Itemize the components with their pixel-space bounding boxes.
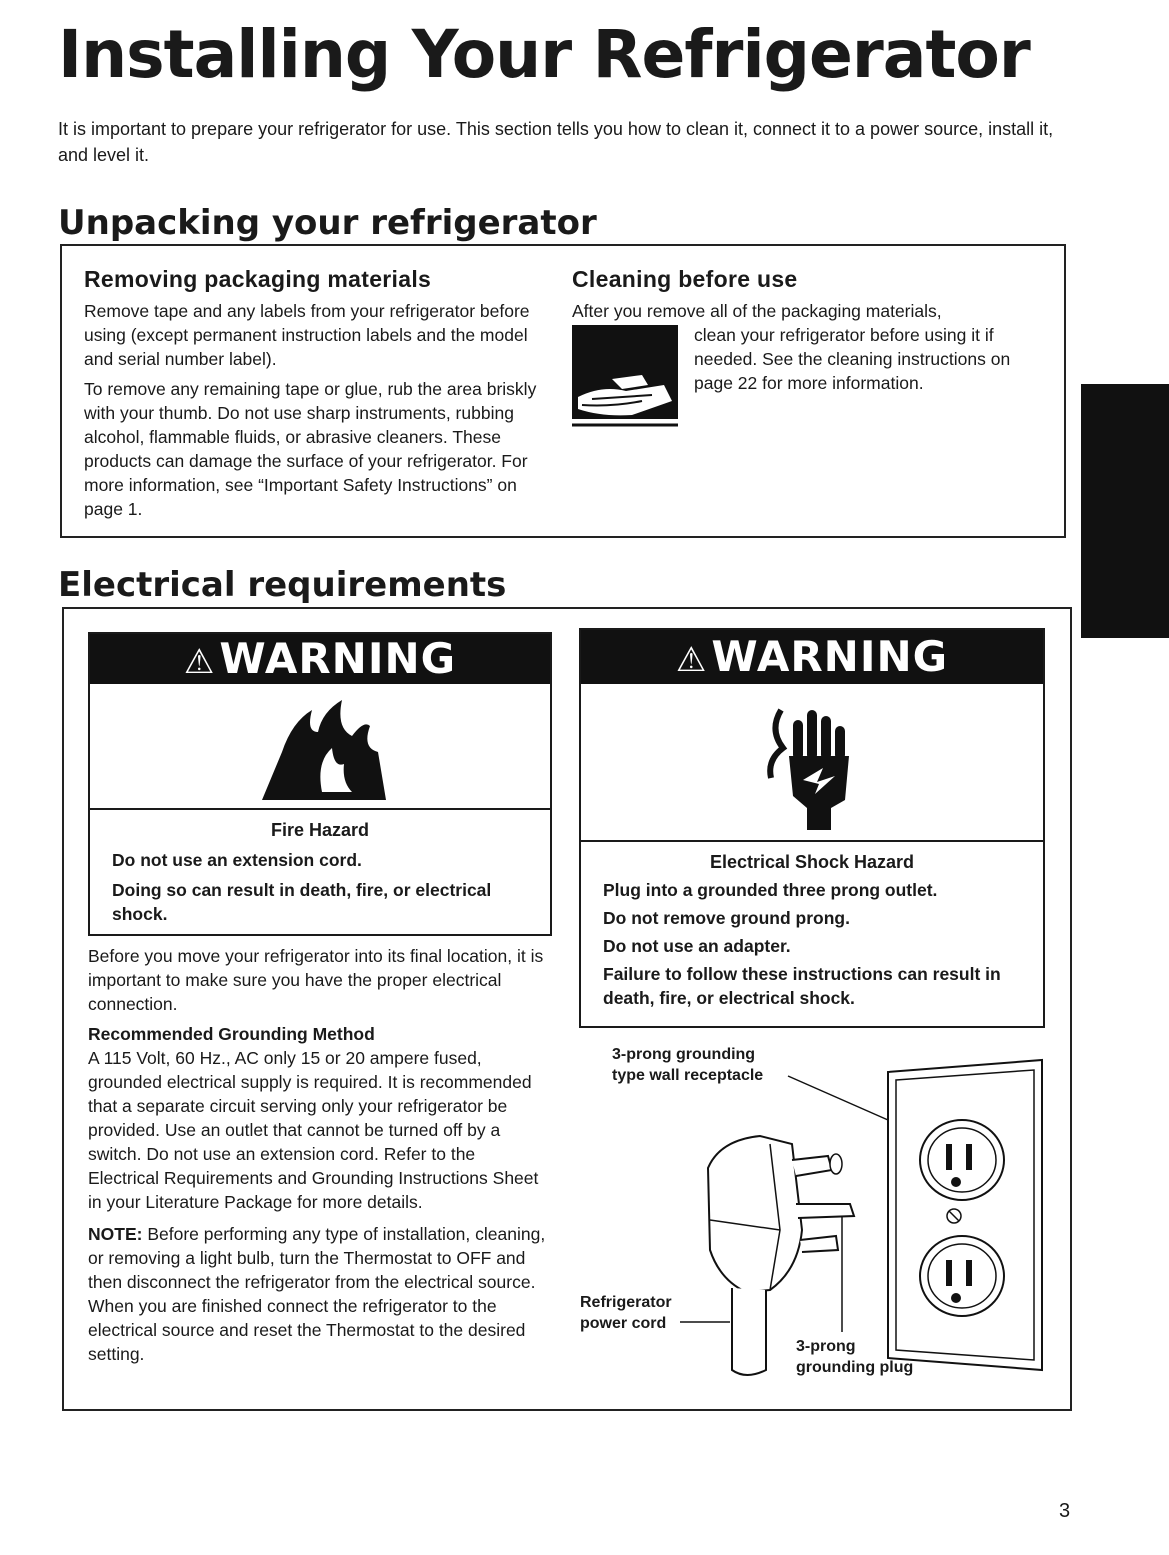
removing-paragraph-1: Remove tape and any labels from your refrigerator before using (except permanent instruction labels and the model and serial number label).	[84, 301, 530, 369]
section-tab-marker	[1081, 384, 1169, 638]
shock-warning-header: ⚠WARNING	[581, 630, 1043, 684]
outlet-diagram	[570, 1040, 1060, 1400]
before-move-paragraph: Before you move your refrigerator into its final location, it is important to make sure you have the proper electrical connection.	[88, 946, 544, 1014]
grounding-plug-label: 3-prong grounding plug	[796, 1338, 914, 1376]
unpacking-box	[60, 244, 1066, 538]
receptacle-label: 3-prong grounding type wall receptacle	[612, 1046, 764, 1084]
note-label: NOTE:	[88, 1224, 143, 1244]
fire-hazard-title: Fire Hazard	[270, 820, 370, 840]
cleaning-column	[572, 266, 1042, 433]
removing-paragraph-2: To remove any remaining tape or glue, rub the area briskly with your thumb. Do not use sharp instruments, rubbing alcohol, flammable fluids, or abrasive cleaners. These products can damage the surface of your refrigerator. For more information, see “Important Safety Instructions” on page 1.	[84, 379, 537, 519]
page-title: Installing Your Refrigerator	[58, 16, 1030, 93]
grounding-method-paragraph: A 115 Volt, 60 Hz., AC only 15 or 20 ampere fused, grounded electrical supply is required. It is recommended that a separate circuit serving only your refrigerator be provided. Use an outlet that cannot be turned off by a switch. Do not use an extension cord. Refer to the Electrical Requirements and Grounding Instructions Sheet in your Literature Package for more details.	[88, 1048, 539, 1212]
page-number: 3	[1059, 1500, 1071, 1522]
fire-icon-area	[90, 684, 550, 810]
note-paragraph	[88, 1222, 548, 1366]
shock-warning-panel	[579, 628, 1045, 1028]
shock-warning-line-2: Do not remove ground prong.	[603, 908, 850, 928]
intro-paragraph: It is important to prepare your refrigerator for use. This section tells you how to clean it, connect it to a power source, install it, and level it.	[58, 119, 1054, 165]
cleaning-hand-icon	[572, 325, 678, 433]
warning-triangle-icon: ⚠	[675, 640, 708, 680]
fire-icon	[252, 692, 392, 802]
grounding-method-heading: Recommended Grounding Method	[88, 1024, 375, 1044]
shock-hazard-title: Electrical Shock Hazard	[709, 852, 915, 872]
note-text: Before performing any type of installation, cleaning, or removing a light bulb, turn the Thermostat to OFF and then disconnect the refrigerator from the electrical source. When you are finished connect the refrigerator to the electrical source and reset the Thermostat to the desired setting.	[88, 1224, 546, 1364]
fire-warning-line-1: Do not use an extension cord.	[112, 850, 362, 870]
fire-warning-panel	[88, 632, 552, 936]
removing-subheading: Removing packaging materials	[84, 266, 432, 292]
cleaning-paragraph: clean your refrigerator before using it if needed. See the cleaning instructions on page 22 for more information.	[694, 325, 1011, 393]
shock-warning-line-1: Plug into a grounded three prong outlet.	[603, 880, 938, 900]
warning-triangle-icon: ⚠	[183, 642, 216, 682]
power-cord-label: Refrigerator power cord	[580, 1294, 672, 1332]
fire-warning-line-2: Doing so can result in death, fire, or electrical shock.	[112, 880, 492, 924]
removing-column	[84, 266, 544, 521]
electric-shock-hand-icon	[731, 690, 871, 830]
cleaning-line-1: After you remove all of the packaging materials,	[572, 301, 942, 321]
shock-warning-line-4: Failure to follow these instructions can result in death, fire, or electrical shock.	[603, 964, 1001, 1008]
shock-icon-area	[581, 684, 1043, 842]
section-heading-unpacking: Unpacking your refrigerator	[58, 203, 597, 243]
fire-warning-header: ⚠WARNING	[90, 634, 550, 684]
cleaning-subheading: Cleaning before use	[572, 266, 798, 292]
shock-warning-line-3: Do not use an adapter.	[603, 936, 791, 956]
section-heading-electrical: Electrical requirements	[58, 565, 507, 605]
electrical-left-text	[88, 944, 548, 1366]
